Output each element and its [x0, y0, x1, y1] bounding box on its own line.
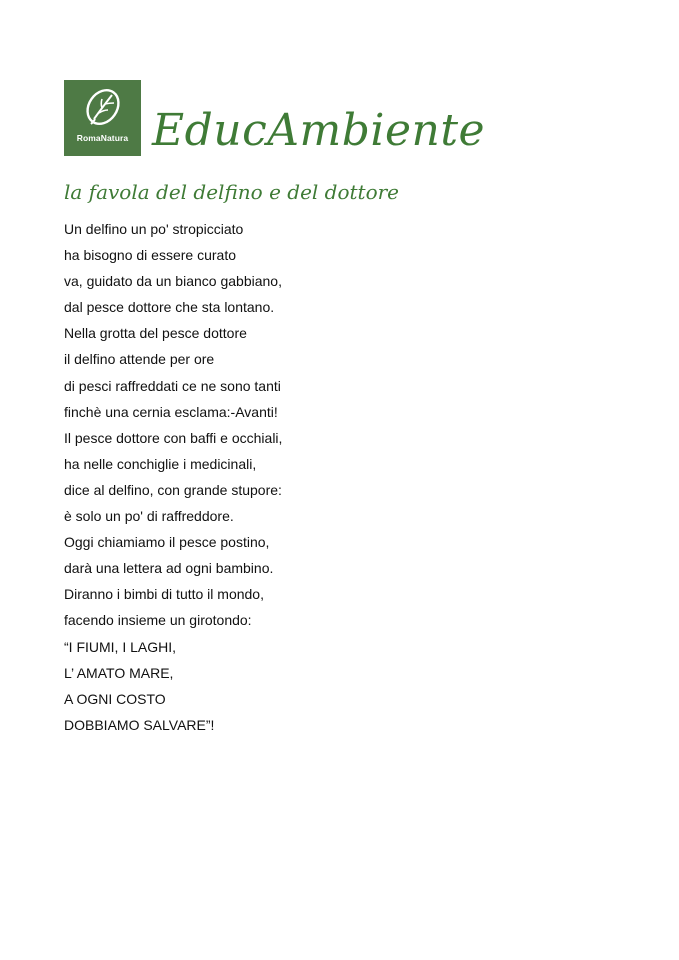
- poem-body: [64, 216, 282, 738]
- poem-line: ha nelle conchiglie i medicinali,: [64, 455, 257, 472]
- poem-line: dal pesce dottore che sta lontano.: [64, 299, 275, 316]
- poem-line: dice al delfino, con grande stupore:: [64, 481, 282, 498]
- poem-line: il delfino attende per ore: [64, 351, 215, 368]
- poem-line: L’ AMATO MARE,: [64, 664, 174, 681]
- logo-text: RomaNatura: [76, 133, 129, 143]
- poem-line: è solo un po' di raffreddore.: [64, 508, 234, 525]
- leaf-icon: [81, 86, 125, 130]
- poem-line: di pesci raffreddati ce ne sono tanti: [64, 377, 281, 394]
- poem-line: va, guidato da un bianco gabbiano,: [64, 273, 282, 290]
- poem-line: A OGNI COSTO: [64, 690, 166, 707]
- poem-line: DOBBIAMO SALVARE”!: [64, 716, 215, 733]
- poem-line: Oggi chiamiamo il pesce postino,: [64, 534, 270, 551]
- poem-line: finchè una cernia esclama:-Avanti!: [64, 403, 278, 420]
- poem-line: Diranno i bimbi di tutto il mondo,: [64, 586, 264, 603]
- poem-line: Il pesce dottore con baffi e occhiali,: [64, 429, 283, 446]
- poem-line: facendo insieme un girotondo:: [64, 612, 252, 629]
- poem-line: darà una lettera ad ogni bambino.: [64, 560, 274, 577]
- brand-title: EducAmbiente: [152, 105, 486, 156]
- poem-line: ha bisogno di essere curato: [64, 247, 236, 264]
- poem-line: “I FIUMI, I LAGHI,: [64, 638, 177, 655]
- romanatura-logo: [64, 80, 141, 156]
- poem-line: Un delfino un po' stropicciato: [64, 221, 244, 237]
- poem-line: Nella grotta del pesce dottore: [64, 325, 247, 342]
- poem-title: la favola del delfino e del dottore: [64, 180, 400, 204]
